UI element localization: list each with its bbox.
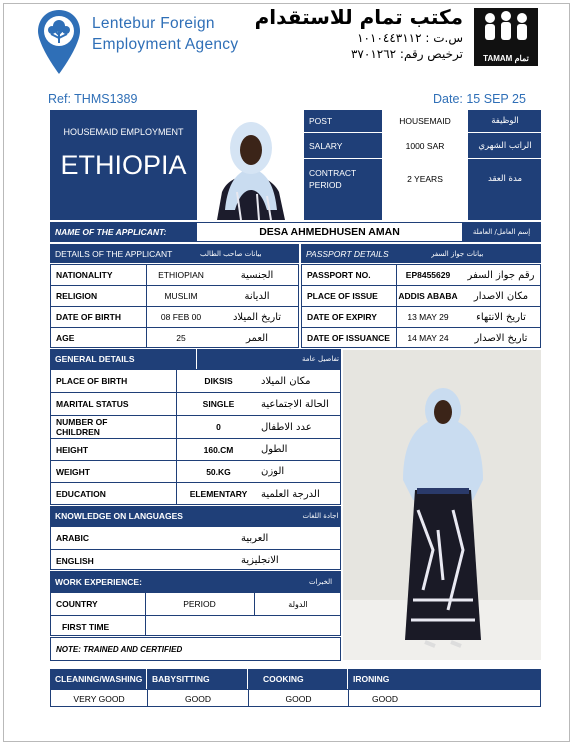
arabic-language-arabic: العربية — [241, 532, 269, 544]
general-details-arabic: تفاصيل عامة — [301, 355, 340, 363]
date-of-expiry-arabic: تاريخ الانتهاء — [476, 311, 526, 323]
dob-value: 08 FEB 00 — [160, 312, 202, 322]
arabic-cr-number: س.ت : ١٠١٠٤٤٣١١٢ — [357, 31, 463, 45]
date-of-expiry-value: 13 MAY 29 — [407, 312, 449, 322]
passport-number-label: PASSPORT NO. — [307, 270, 371, 280]
ironing-skill-value: GOOD — [372, 693, 398, 704]
passport-table — [301, 264, 541, 348]
marital-status-label: MARITAL STATUS — [56, 399, 129, 409]
skills-header — [50, 669, 541, 689]
religion-arabic: الديانة — [244, 290, 270, 302]
arabic-language-label: ARABIC — [56, 533, 90, 543]
marital-status-value: SINGLE — [202, 399, 235, 409]
people-icon — [474, 8, 538, 50]
date-of-issuance-label: DATE OF ISSUANCE — [307, 333, 390, 343]
applicant-name-label: NAME OF THE APPLICANT: — [55, 227, 167, 237]
dob-label: DATE OF BIRTH — [56, 312, 122, 322]
weight-arabic: الوزن — [261, 466, 285, 477]
ironing-skill-label: IRONING — [353, 674, 390, 684]
contract-period-value: 2 YEARS — [407, 174, 443, 184]
place-of-issue-arabic: مكان الاصدار — [473, 290, 529, 302]
reference-number: Ref: THMS1389 — [48, 92, 138, 106]
contract-period-label: CONTRACT PERIOD — [309, 168, 357, 190]
languages-table — [50, 526, 341, 570]
portrait-photo-icon — [197, 110, 304, 220]
work-experience-table — [50, 592, 341, 636]
general-details-label: GENERAL DETAILS — [55, 354, 135, 364]
work-experience-arabic: الخبرات — [308, 577, 333, 586]
number-of-children-value: 0 — [216, 422, 221, 432]
work-experience-label: WORK EXPERIENCE: — [55, 576, 142, 587]
age-label: AGE — [56, 333, 75, 343]
agency-name-line1: Lentebur Foreign — [92, 15, 215, 32]
weight-label: WEIGHT — [56, 466, 90, 477]
applicant-name-value: DESA AHMEDHUSEN AMAN — [197, 223, 462, 241]
place-of-issue-value: ADDIS ABABA — [398, 291, 458, 301]
nationality-value: ETHIOPIAN — [158, 270, 204, 280]
post-arabic: الوظيفة — [491, 116, 519, 126]
contract-period-arabic: مدة العقد — [488, 174, 522, 184]
place-of-birth-arabic: مكان الميلاد — [261, 375, 311, 387]
education-label: EDUCATION — [56, 489, 106, 499]
languages-arabic: اجادة اللغات — [302, 512, 339, 520]
cooking-skill-value: GOOD — [285, 693, 312, 704]
arabic-agency-title: مكتب تمام للاستقدام — [254, 5, 463, 29]
date-of-expiry-label: DATE OF EXPIRY — [307, 312, 377, 322]
babysitting-skill-label: BABYSITTING — [152, 674, 210, 684]
cooking-skill-label: COOKING — [263, 674, 304, 684]
religion-value: MUSLIM — [164, 291, 198, 301]
details-header — [50, 244, 299, 263]
age-arabic: العمر — [246, 332, 268, 344]
post-value: HOUSEMAID — [399, 116, 451, 126]
weight-value: 50.KG — [206, 466, 231, 477]
place-of-birth-label: PLACE OF BIRTH — [56, 376, 128, 386]
religion-label: RELIGION — [56, 291, 98, 301]
country-title: ETHIOPIA — [60, 150, 187, 180]
languages-header — [50, 506, 341, 526]
date-of-issuance-arabic: تاريخ الاصدار — [474, 332, 528, 344]
first-time-value: FIRST TIME — [62, 621, 110, 632]
height-value: 160.CM — [203, 444, 234, 455]
salary-value: 1000 SAR — [405, 140, 445, 151]
applicant-portrait — [197, 110, 304, 220]
job-info-block — [304, 110, 541, 220]
post-label: POST — [309, 116, 333, 126]
full-body-photo-icon — [343, 350, 541, 660]
work-experience-header — [50, 571, 341, 592]
tamam-logo — [474, 8, 538, 66]
dob-arabic: تاريخ الميلاد — [232, 311, 282, 323]
nationality-arabic: الجنسية — [240, 269, 274, 281]
training-note: NOTE: TRAINED AND CERTIFIED — [50, 637, 341, 661]
agency-logo-icon — [36, 8, 82, 78]
babysitting-skill-value: GOOD — [185, 693, 211, 704]
country-column-arabic: الدولة — [288, 599, 308, 609]
arabic-header — [255, 4, 463, 62]
education-arabic: الدرجة العلمية — [261, 488, 320, 500]
details-header-label: DETAILS OF THE APPLICANT — [55, 248, 173, 259]
english-language-arabic: الانجليزية — [241, 555, 279, 566]
details-header-arabic: بيانات صاحب الطالب — [200, 249, 262, 258]
passport-number-value: EP8455629 — [405, 270, 451, 280]
marital-status-arabic: الحالة الاجتماعية — [261, 398, 329, 410]
place-of-birth-value: DIKSIS — [204, 376, 233, 386]
employment-type: HOUSEMAID EMPLOYMENT — [63, 127, 184, 137]
salary-arabic: الراتب الشهري — [478, 140, 532, 151]
passport-header-arabic: بيانات جواز السفر — [431, 249, 484, 258]
general-details-header — [50, 349, 341, 369]
salary-label: SALARY — [309, 140, 343, 151]
arabic-license-number: ترخيص رقم: ٣٧٠١٢٦٢ — [350, 47, 463, 61]
english-language-label: ENGLISH — [56, 555, 94, 566]
skills-values — [50, 689, 541, 707]
education-value: ELEMENTARY — [189, 489, 248, 499]
passport-header — [301, 244, 541, 263]
tamam-logo-label: TAMAM تمام — [483, 54, 529, 63]
age-value: 25 — [176, 333, 186, 343]
number-of-children-arabic: عدد الاطفال — [261, 421, 312, 433]
height-label: HEIGHT — [56, 444, 89, 455]
place-of-issue-label: PLACE OF ISSUE — [307, 291, 378, 301]
passport-number-arabic: رقم جواز السفر — [467, 269, 535, 281]
date-of-issuance-value: 14 MAY 24 — [407, 333, 449, 343]
languages-label: KNOWLEDGE ON LANGUAGES — [55, 511, 183, 521]
cleaning-skill-value: VERY GOOD — [73, 693, 125, 704]
passport-header-label: PASSPORT DETAILS — [306, 248, 389, 259]
number-of-children-label: NUMBER OF CHILDREN — [56, 417, 108, 437]
country-column-label: COUNTRY — [56, 599, 98, 609]
applicant-name-arabic: إسم العامل/ العاملة — [472, 228, 531, 236]
nationality-label: NATIONALITY — [56, 270, 113, 280]
document-date: Date: 15 SEP 25 — [433, 92, 526, 106]
height-arabic: الطول — [261, 444, 288, 455]
applicant-full-photo — [343, 350, 541, 660]
banner-title-block — [50, 110, 197, 220]
general-details-table — [50, 369, 341, 505]
applicant-name-row — [50, 222, 541, 242]
details-table — [50, 264, 299, 348]
period-column-label: PERIOD — [183, 599, 216, 609]
agency-name-line2: Employment Agency — [92, 36, 239, 53]
cleaning-skill-label: CLEANING/WASHING — [55, 674, 143, 684]
agency-name — [92, 13, 238, 55]
